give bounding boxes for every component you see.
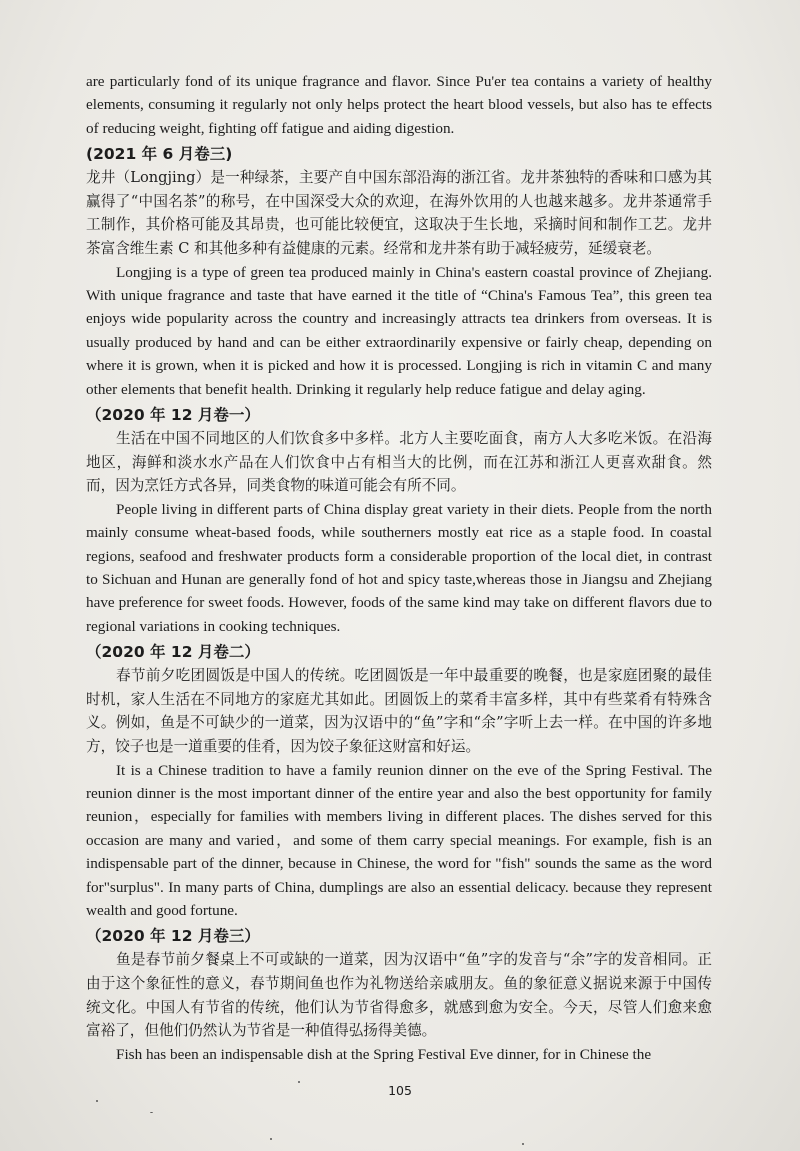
chinese-paragraph: 生活在中国不同地区的人们饮食多中多样。北方人主要吃面食，南方人大多吃米饭。在沿海地区，海鲜和淡水水产品在人们饮食中占有相当大的比例，而在江苏和浙江人更喜欢甜食。然而，因为烹饪方式各异，同类食物的味道可能会有所不同。 [86, 430, 712, 495]
section-heading: (2021 年 6 月卷三) [86, 145, 233, 164]
page-number: 105 [388, 1083, 412, 1098]
chinese-paragraph: 春节前夕吃团圆饭是中国人的传统。吃团圆饭是一年中最重要的晚餐，也是家庭团聚的最佳时机，家人生活在不同地方的家庭尤其如此。团圆饭上的菜肴丰富多样，其中有些菜肴有特殊含义。例如，鱼是不可缺少的一道菜，因为汉语中的“鱼”字和“余”字听上去一样。在中国的许多地方，饺子也是一道重要的佳肴，因为饺子象征这财富和好运。 [86, 667, 712, 756]
section-heading: （2020 年 12 月卷一） [86, 406, 260, 425]
english-paragraph: Fish has been an indispensable dish at the Spring Festival Eve dinner, for in Chinese the [116, 1045, 652, 1063]
section-heading: （2020 年 12 月卷三） [86, 927, 260, 946]
english-paragraph: People living in different parts of China display great variety in their diets. People from the north mainly consume wheat-based foods, while southerners mostly eat rice as a staple food. In coastal regions, seafood and freshwater products form a considerable proportion of the local diet, in contrast to Sichuan and Hunan are generally fond of hot and spicy taste,whereas those in Jiangsu and Zhejiang have preference for sweet foods. However, foods of the same kind may take on different flavors due to regional variations in cooking techniques. [86, 500, 712, 635]
english-paragraph: Longjing is a type of green tea produced mainly in China's eastern coastal province of Zhejiang. With unique fragrance and taste that have earned it the title of “China's Famous Tea”, this green tea enjoys wide popularity across the country and increasingly attracts tea drinkers from overseas. It is usually produced by hand and can be either extraordinarily expensive or fairly cheap, depending on where it is grown, when it is picked and how it is processed. Longjing is rich in vitamin C and many other elements that benefit health. Drinking it regularly help reduce fatigue and delay aging. [86, 263, 712, 398]
scan-speck [270, 1138, 272, 1140]
english-paragraph: It is a Chinese tradition to have a family reunion dinner on the eve of the Spring Festival. The reunion dinner is the most important dinner of the entire year and also the best opportunity for family reunion，especially for families with members living in different places. The dishes served for this occasion are many and varied，and some of them carry special meanings. For example, fish is an indispensable part of the dinner, because in Chinese, the word for "fish" sounds the same as the word for"surplus". In many parts of China, dumplings are also an essential delicacy. because they represent wealth and good fortune. [86, 761, 712, 920]
chinese-paragraph: 鱼是春节前夕餐桌上不可或缺的一道菜，因为汉语中“鱼”字的发音与“余”字的发音相同。正由于这个象征性的意义，春节期间鱼也作为礼物送给亲戚朋友。鱼的象征意义据说来源于中国传统文化。中国人有节省的传统，他们认为节省得愈多，就感到愈为安全。今天，尽管人们愈来愈富裕了，但他们仍然认为节省是一种值得弘扬得美德。 [86, 951, 712, 1040]
scan-speck [96, 1100, 98, 1102]
page-content [86, 70, 712, 1066]
english-paragraph: are particularly fond of its unique fragrance and flavor. Since Pu'er tea contains a variety of healthy elements, consuming it regularly not only helps protect the heart blood vessels, but also has te effects of reducing weight, fighting off fatigue and aiding digestion. [86, 73, 712, 137]
section-heading: （2020 年 12 月卷二） [86, 643, 260, 662]
scan-speck [522, 1143, 524, 1145]
scan-speck [150, 1112, 153, 1113]
chinese-paragraph: 龙井（Longjing）是一种绿茶，主要产自中国东部沿海的浙江省。龙井茶独特的香味和口感为其赢得了“中国名茶”的称号，在中国深受大众的欢迎，在海外饮用的人也越来越多。龙井茶通常手工制作，其价格可能及其昂贵，也可能比较便宜，这取决于生长地，采摘时间和制作工艺。龙井茶富含维生素 C 和其他多种有益健康的元素。经常和龙井茶有助于减轻疲劳，延缓衰老。 [86, 169, 712, 257]
